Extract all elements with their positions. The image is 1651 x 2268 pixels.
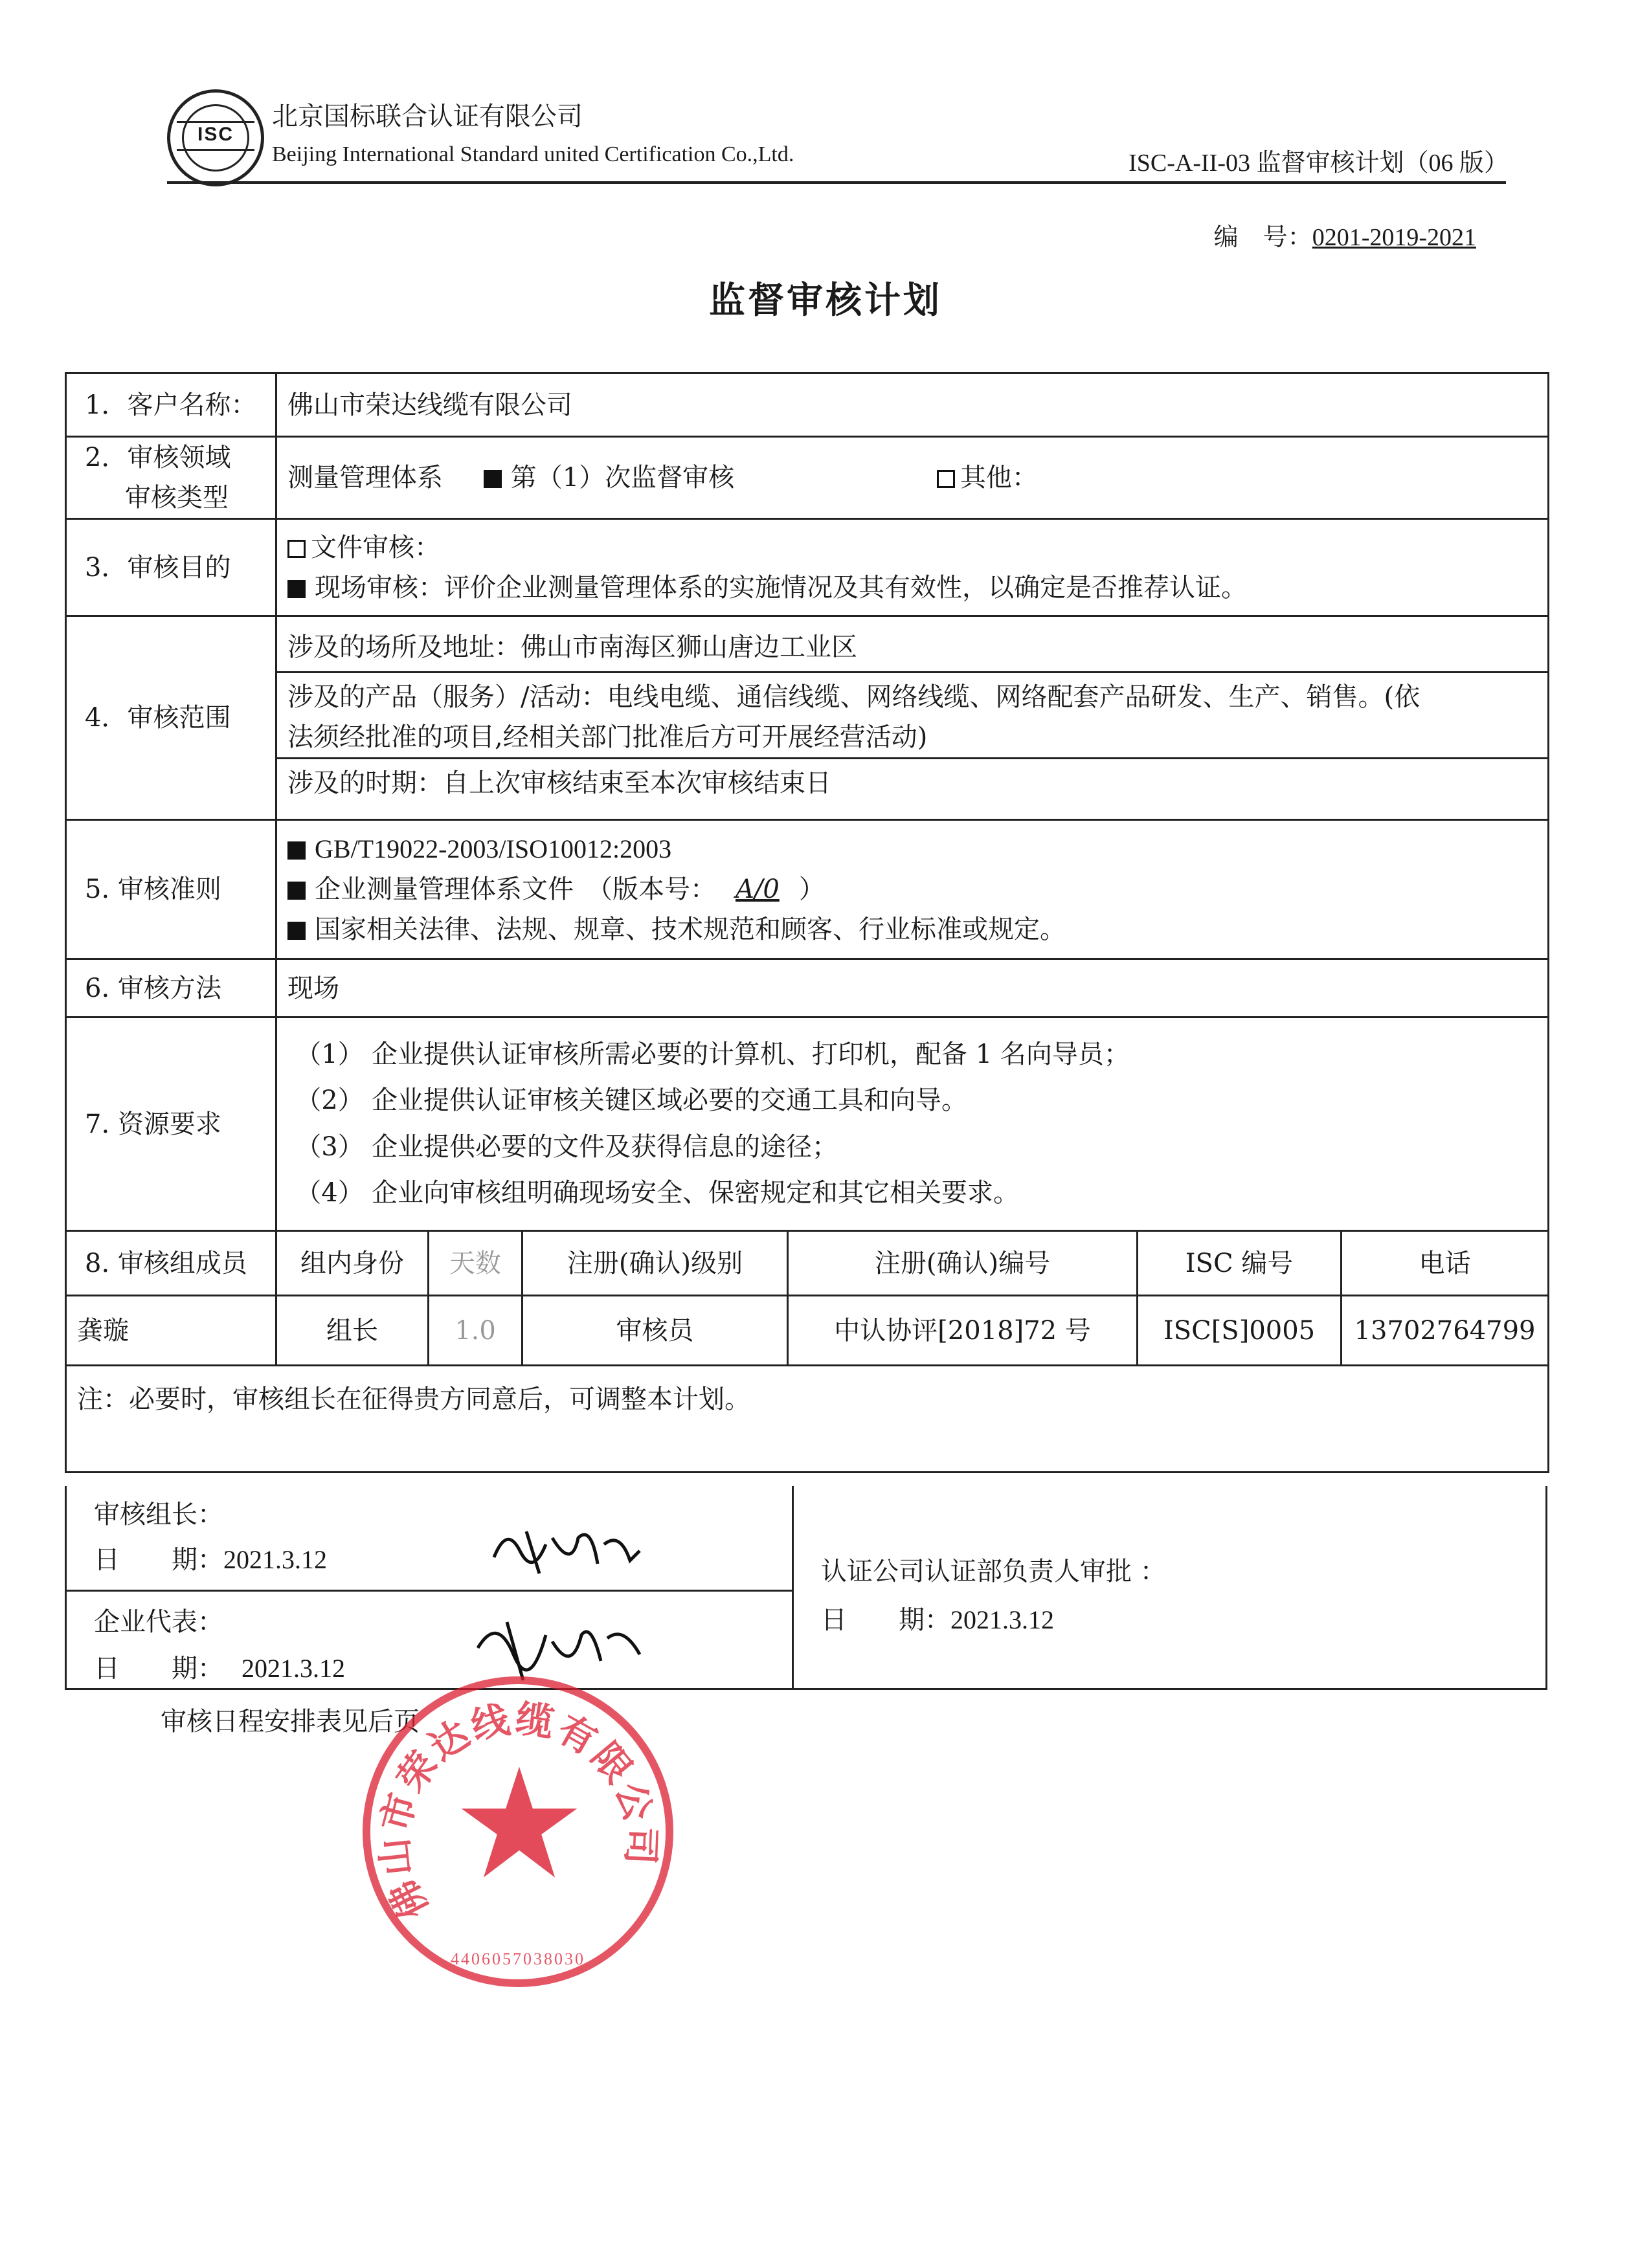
member-level: 审核员 <box>522 1296 788 1366</box>
team-header-row <box>66 1231 1549 1296</box>
field-other: 其他： <box>960 463 1038 493</box>
col-days: 天数 <box>429 1231 522 1296</box>
client-label: 1．客户名称： <box>66 373 276 437</box>
doc-no-label: 编 号： <box>1213 223 1312 251</box>
criteria-laws: 国家相关法律、法规、规章、技术规范和顾客、行业标准或规定。 <box>315 915 1066 944</box>
criteria-version: A/0 <box>736 874 780 904</box>
col-role: 组内身份 <box>276 1231 429 1296</box>
svg-text:佛山市荣达线缆有限公司: 佛山市荣达线缆有限公司 <box>371 1696 664 1926</box>
audit-field-row <box>66 437 1549 519</box>
rep-date: 日 期： 2021.3.12 <box>94 1654 345 1684</box>
leader-date: 日 期：2021.3.12 <box>94 1545 327 1575</box>
leader-label: 审核组长： <box>94 1500 223 1529</box>
purpose-site: 现场审核：评价企业测量管理体系的实施情况及其有效性，以确定是否推荐认证。 <box>315 572 1247 603</box>
audit-field-label: 2．审核领域 审核类型 <box>66 437 276 519</box>
resource-row <box>66 1017 1549 1231</box>
approval-label: 认证公司认证部负责人审批 ： <box>821 1557 1166 1586</box>
unchecked-box-icon <box>287 540 306 558</box>
header-divider <box>167 181 1506 184</box>
checked-box-icon <box>287 882 306 900</box>
col-level: 注册(确认)级别 <box>522 1231 788 1296</box>
member-days: 1.0 <box>429 1296 522 1366</box>
company-name-en: Beijing International Standard united Certification Co.,Ltd. <box>272 142 794 166</box>
audit-criteria-value: GB/T19022-2003/ISO10012:2003 企业测量管理体系文件 （版本号： A/0 ） 国家相关法律、法规、规章、技术规范和顾客、行业标准或规定。 <box>276 820 1549 959</box>
svg-text:4406057038030: 4406057038030 <box>451 1950 585 1968</box>
company-name-cn: 北京国标联合认证有限公司 <box>272 102 583 131</box>
field-system: 测量管理体系 <box>287 463 443 493</box>
purpose-document: 文件审核： <box>311 532 440 562</box>
company-seal <box>363 1676 673 1987</box>
audit-scope-value <box>276 616 1549 820</box>
checked-box-icon <box>287 580 306 598</box>
audit-purpose-row <box>66 519 1549 616</box>
checked-box-icon <box>287 922 306 940</box>
resource-list <box>276 1017 1549 1231</box>
schedule-note: 审核日程安排表见后页 <box>161 1707 420 1737</box>
rep-signature <box>468 1609 649 1687</box>
page-title: 监督审核计划 <box>709 279 942 322</box>
audit-method-label: 6. 审核方法 <box>66 959 276 1017</box>
member-isc-no: ISC[S]0005 <box>1138 1296 1342 1366</box>
checked-box-icon <box>287 841 306 860</box>
audit-purpose-label: 3．审核目的 <box>66 519 276 616</box>
member-role: 组长 <box>276 1296 429 1366</box>
resource-label: 7. 资源要求 <box>66 1017 276 1231</box>
criteria-standard: GB/T19022-2003/ISO10012:2003 <box>315 834 672 863</box>
seal-text <box>363 1676 673 1987</box>
document-number <box>1214 217 1476 252</box>
checked-box-icon <box>484 470 502 488</box>
approval-date: 日 期：2021.3.12 <box>821 1605 1054 1635</box>
form-code: ISC-A-II-03 监督审核计划（06 版） <box>1129 150 1509 177</box>
team-header-label: 8. 审核组成员 <box>66 1231 276 1296</box>
client-row <box>66 373 1549 437</box>
rep-label: 企业代表： <box>94 1607 223 1637</box>
audit-field-value <box>276 437 1549 519</box>
table-row <box>66 1296 1549 1366</box>
member-reg-no: 中认协评[2018]72 号 <box>788 1296 1138 1366</box>
signature-section <box>65 1486 1547 1690</box>
isc-logo <box>167 89 264 186</box>
audit-scope-row <box>66 616 1549 820</box>
member-name: 龚璇 <box>66 1296 276 1366</box>
audit-method-row <box>66 959 1549 1017</box>
list-item: （2） 企业提供认证审核关键区域必要的交通工具和向导。 <box>295 1085 967 1116</box>
audit-criteria-row <box>66 820 1549 959</box>
scope-site: 涉及的场所及地址：佛山市南海区狮山唐边工业区 <box>287 632 857 662</box>
client-value: 佛山市荣达线缆有限公司 <box>276 373 1549 437</box>
doc-no-value: 0201-2019-2021 <box>1312 224 1476 251</box>
note-row <box>66 1366 1549 1473</box>
scope-period: 涉及的时期：自上次审核结束至本次审核结束日 <box>277 757 1547 812</box>
audit-plan-table <box>65 372 1549 1473</box>
audit-method-value: 现场 <box>276 959 1549 1017</box>
col-isc-no: ISC 编号 <box>1138 1231 1342 1296</box>
col-phone: 电话 <box>1342 1231 1549 1296</box>
list-item: （3） 企业提供必要的文件及获得信息的途径； <box>295 1131 838 1162</box>
logo-text: ISC <box>197 124 234 145</box>
col-reg-no: 注册(确认)编号 <box>788 1231 1138 1296</box>
scope-products: 涉及的产品（服务）/活动：电线电缆、通信线缆、网络线缆、网络配套产品研发、生产、销售。(依 法须经批准的项目,经相关部门批准后方可开展经营活动) <box>277 671 1547 757</box>
list-item: （1） 企业提供认证审核所需必要的计算机、打印机，配备 1 名向导员； <box>295 1040 1130 1070</box>
field-type: 第（1）次监督审核 <box>510 463 735 493</box>
member-phone: 13702764799 <box>1342 1296 1549 1366</box>
note-text: 注：必要时，审核组长在征得贵方同意后，可调整本计划。 <box>66 1366 1549 1473</box>
audit-purpose-value <box>276 519 1549 616</box>
unchecked-box-icon <box>937 470 955 488</box>
leader-signature <box>481 1512 649 1583</box>
audit-criteria-label: 5. 审核准则 <box>66 820 276 959</box>
list-item: （4） 企业向审核组明确现场安全、保密规定和其它相关要求。 <box>295 1177 1019 1208</box>
criteria-system-docs: 企业测量管理体系文件 （版本号： <box>315 874 716 904</box>
audit-scope-label: 4．审核范围 <box>66 616 276 820</box>
